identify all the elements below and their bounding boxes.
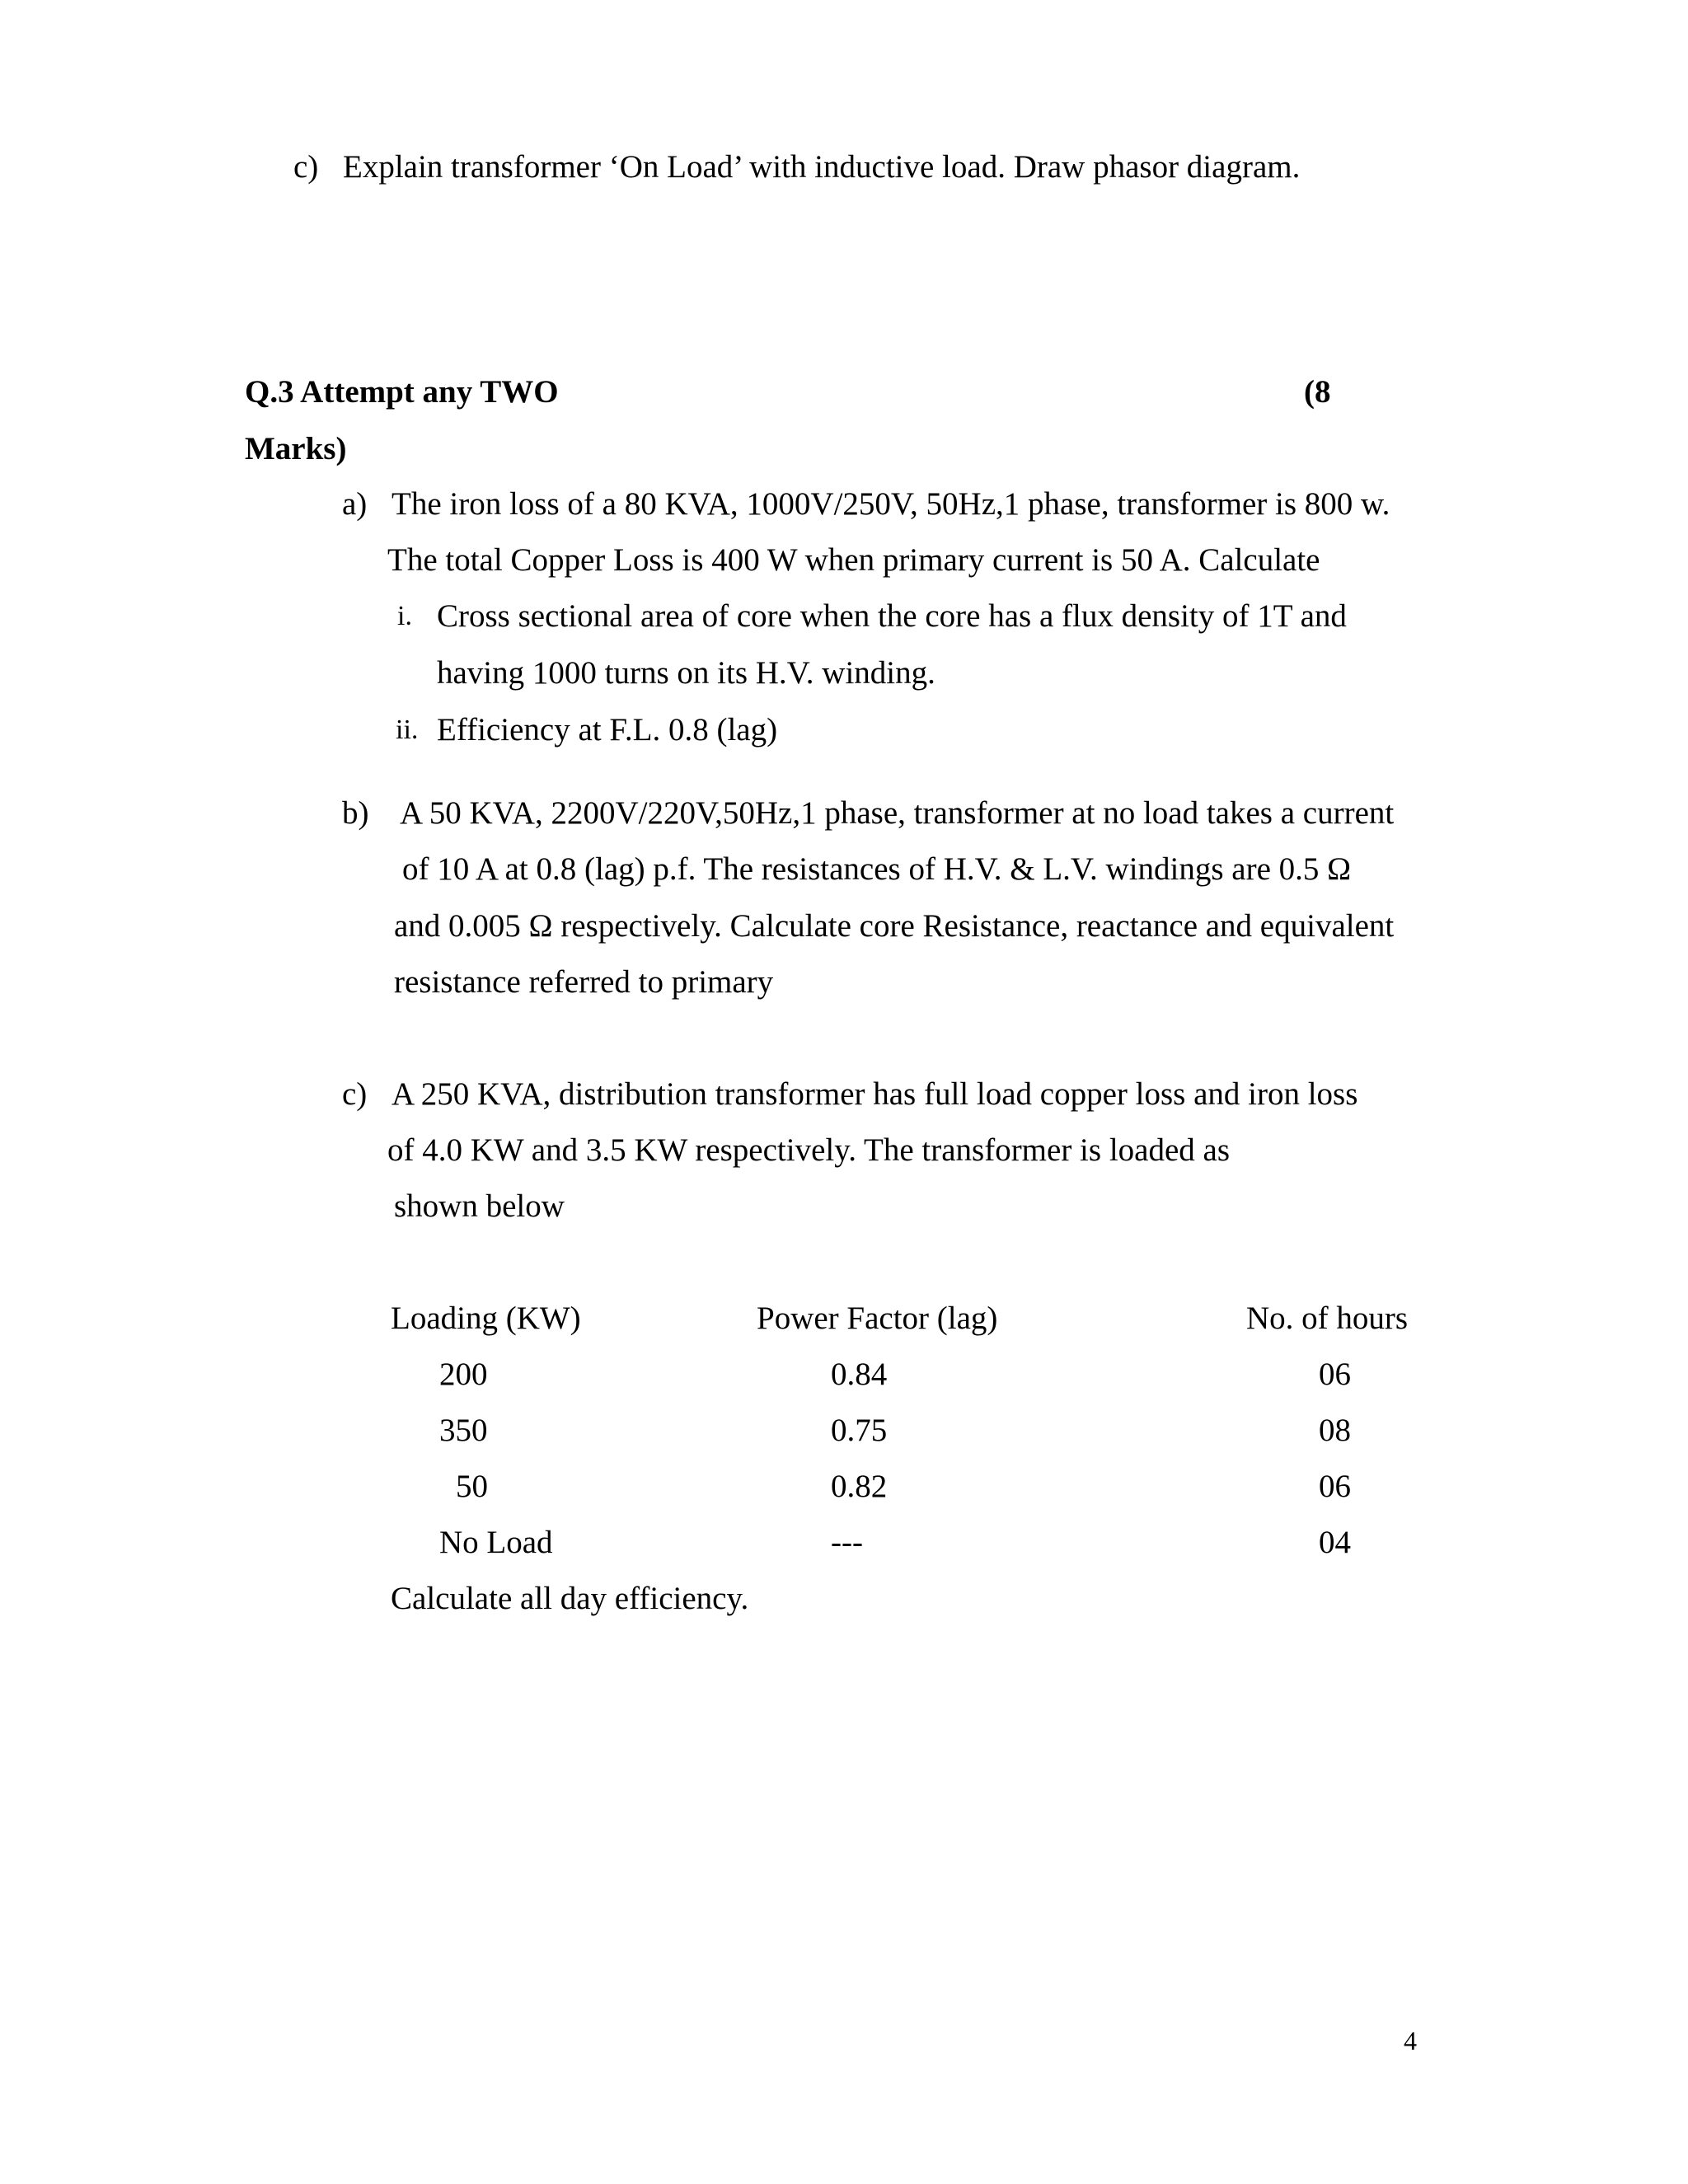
q3a-line2: The total Copper Loss is 400 W when primary current is 50 A. Calculate [387,542,1320,578]
table-cell-hours: 04 [1319,1525,1351,1560]
table-header-power-factor: Power Factor (lag) [757,1301,998,1336]
q3c-footer: Calculate all day efficiency. [391,1581,749,1616]
table-cell-hours: 08 [1319,1413,1351,1448]
q3a-label: a) [342,486,368,522]
q2c-label: c) [293,149,319,185]
q3b-line3: and 0.005 Ω respectively. Calculate core Resistance, reactance and equivalent [394,908,1395,944]
table-cell-loading: No Load [439,1525,553,1560]
q3-heading: Q.3 Attempt any TWO [245,374,559,410]
q3a-item1-num: i. [397,601,412,631]
q3a-item2-num: ii. [396,715,419,745]
q3b-label: b) [342,795,369,831]
table-cell-hours: 06 [1319,1469,1351,1504]
q3b-line2: of 10 A at 0.8 (lag) p.f. The resistances of H.V. & L.V. windings are 0.5 Ω [402,851,1352,887]
table-header-hours: No. of hours [1246,1301,1409,1336]
table-cell-pf: 0.82 [831,1469,888,1504]
q3a-item2-line1: Efficiency at F.L. 0.8 (lag) [437,712,778,748]
q3c-line2: of 4.0 KW and 3.5 KW respectively. The transformer is loaded as [387,1132,1231,1168]
q3a-line1: The iron loss of a 80 KVA, 1000V/250V, 50Hz,1 phase, transformer is 800 w. [392,486,1390,522]
q3c-label: c) [342,1076,368,1112]
q3b-line4: resistance referred to primary [394,964,774,1000]
q3-marks-open: (8 [1304,374,1331,410]
q2c-text: Explain transformer ‘On Load’ with inductive load. Draw phasor diagram. [343,149,1301,185]
q3a-item1-line1: Cross sectional area of core when the core has a flux density of 1T and [437,598,1347,634]
table-cell-pf: 0.75 [831,1413,888,1448]
q3-marks-close: Marks) [245,431,347,466]
q3b-line1: A 50 KVA, 2200V/220V,50Hz,1 phase, transformer at no load takes a current [400,795,1395,831]
q3c-line1: A 250 KVA, distribution transformer has full load copper loss and iron loss [392,1076,1358,1112]
page-number: 4 [1404,2026,1417,2055]
table-cell-loading: 200 [439,1357,488,1392]
table-cell-hours: 06 [1319,1357,1351,1392]
table-cell-loading: 350 [439,1413,488,1448]
table-cell-pf: --- [831,1525,863,1560]
table-cell-pf: 0.84 [831,1357,888,1392]
table-header-loading: Loading (KW) [391,1301,581,1336]
table-cell-loading: 50 [456,1469,488,1504]
q3c-line3: shown below [394,1188,565,1224]
q3a-item1-line2: having 1000 turns on its H.V. winding. [437,655,935,691]
